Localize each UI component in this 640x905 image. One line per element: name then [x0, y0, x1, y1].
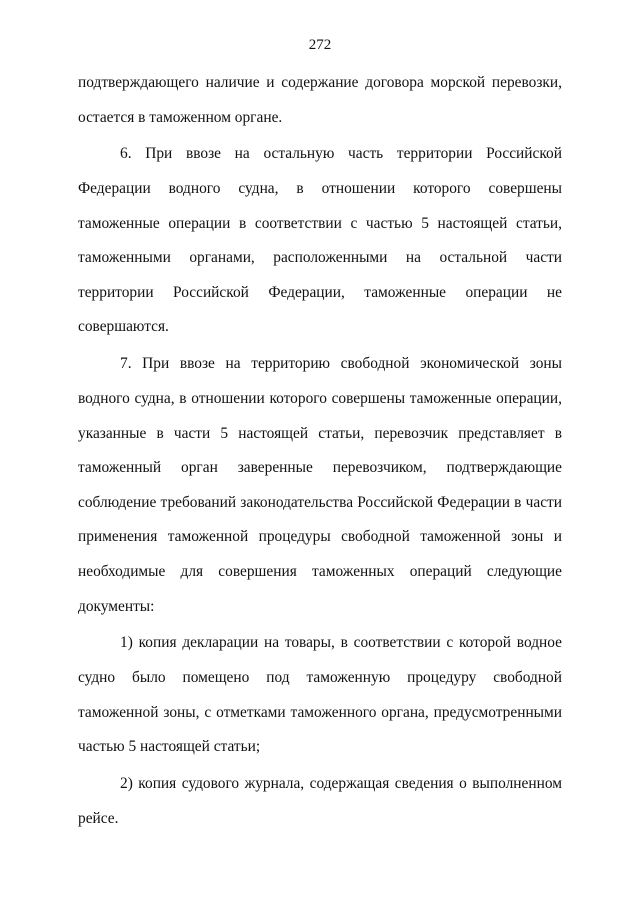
paragraph-item-7: 7. При ввозе на территорию свободной экономической зоны водного судна, в отношении которого совершены таможенные операции, указанные в части 5 настоящей статьи, перевозчик представляет в таможенный орган заверенные перевозчиком, подтверждающие соблюдение требований законодательства Российской Федерации в части применения таможенной процедуры свободной таможенной зоны и необходимые для совершения таможенных операций следующие документы:	[78, 355, 562, 615]
paragraph-item-6: 6. При ввозе на остальную часть территории Российской Федерации водного судна, в отношении которого совершены таможенные операции в соответствии с частью 5 настоящей статьи, таможенными органами, расположенными на остальной части территории Российской Федерации, таможенные операции не совершаются.	[78, 145, 562, 336]
paragraph-subitem-1: 1) копия декларации на товары, в соответствии с которой водное судно было помещено под таможенную процедуру свободной таможенной зоны, с отметками таможенного органа, предусмотренными частью 5 настоящей статьи;	[78, 634, 562, 756]
document-body	[78, 66, 562, 836]
paragraph-continuation: подтверждающего наличие и содержание договора морской перевозки, остается в таможенном органе.	[78, 74, 562, 126]
page-number: 272	[308, 37, 332, 53]
paragraph-subitem-2: 2) копия судового журнала, содержащая сведения о выполненном рейсе.	[78, 775, 562, 827]
